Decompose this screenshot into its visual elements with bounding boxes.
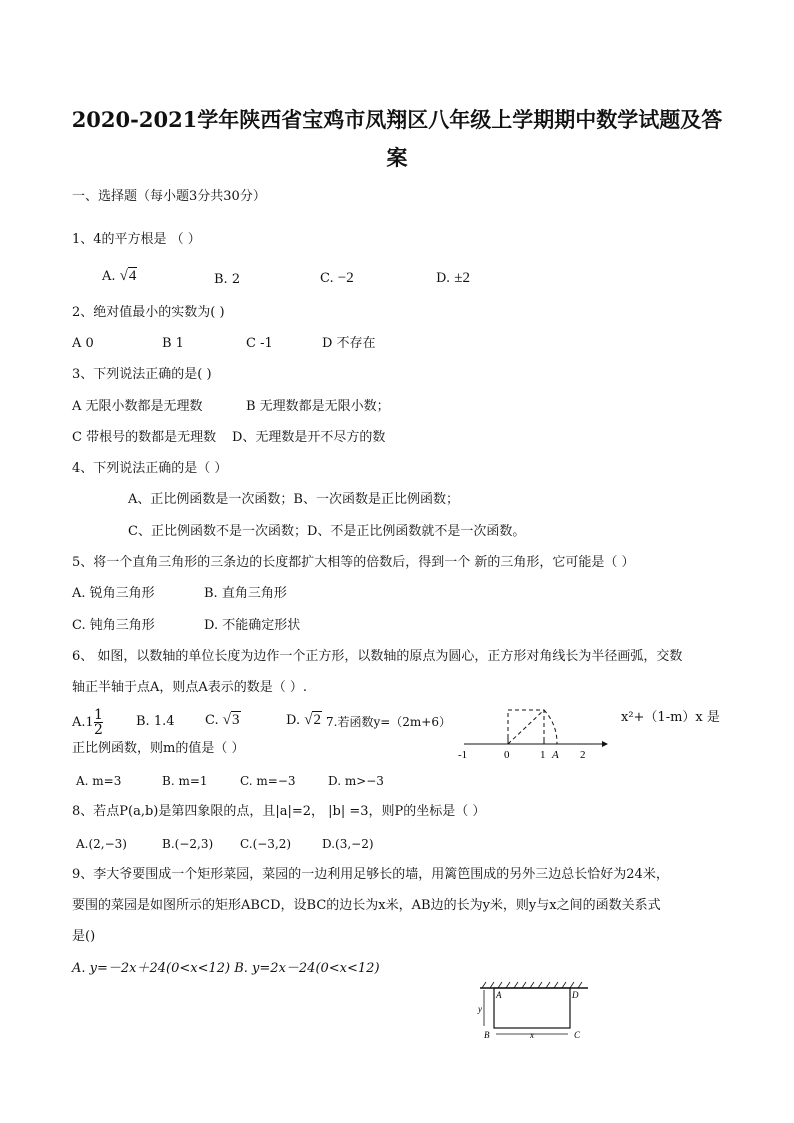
q2-option-b: B 1	[162, 336, 184, 351]
q1-option-c: C. −2	[320, 270, 354, 286]
q4-options-line1: A、正比例函数是一次函数；B、一次函数是正比例函数；	[128, 492, 459, 507]
doc-title-line1: 2020-2021学年陕西省宝鸡市凤翔区八年级上学期期中数学试题及答	[71, 107, 723, 132]
q1-option-a: A. √4	[102, 268, 137, 284]
q3-option-b: B 无理数都是无限小数；	[246, 399, 390, 414]
q7-stem-start: 7.若函数y=（2m+6）	[326, 715, 451, 729]
q4-stem: 4、下列说法正确的是（ ）	[72, 461, 228, 476]
q1-option-d: D. ±2	[436, 270, 470, 286]
q8-stem: 8、若点P(a,b)是第四象限的点，且|a|=2， |b| =3，则P的坐标是（ ）	[72, 804, 486, 819]
q9-line3: 是()	[72, 929, 96, 944]
q2-option-a: A 0	[72, 336, 94, 351]
label-1: 1	[540, 749, 546, 761]
section-heading: 一、选择题（每小题3分共30分）	[72, 189, 266, 204]
q7-stem-continued: x²+（1-m）x 是	[621, 710, 720, 725]
q8-option-c: C.(−3,2)	[240, 837, 292, 851]
q2-option-c: C -1	[246, 336, 273, 351]
q3-option-d: D、无理数是开不尽方的数	[232, 430, 386, 445]
label-d: D	[572, 990, 579, 1000]
q8-option-a: A.(2,−3)	[76, 837, 127, 851]
axis-arrow	[602, 741, 608, 747]
q7-stem-line2: 正比例函数，则m的值是（ ）	[72, 741, 245, 756]
q6-option-d: D. √2	[286, 712, 321, 728]
q5-option-d: D. 不能确定形状	[204, 618, 301, 633]
q6-line1: 6、 如图，以数轴的单位长度为边作一个正方形，以数轴的原点为圆心，正方形对角线长为半径画弧，交数	[72, 649, 683, 664]
square-diagonal	[508, 710, 544, 744]
label-c: C	[574, 1030, 581, 1040]
doc-title-line2: 案	[386, 145, 408, 170]
number-line-figure	[460, 704, 610, 762]
q7-option-b: B. m=1	[162, 774, 208, 788]
rectangle-abcd	[494, 988, 570, 1028]
q7-option-a: A. m=3	[76, 774, 122, 788]
q9-options: A. y=－2x＋24(0<x<12) B. y=2x－24(0<x<12)	[72, 961, 380, 976]
q9-line1: 9、李大爷要围成一个矩形菜园，菜园的一边利用足够长的墙，用篱笆围成的另外三边总长恰好为24米，	[72, 867, 669, 882]
q6-option-c: C. √3	[205, 712, 240, 728]
q1-stem: 1、4的平方根是 （ ）	[72, 232, 201, 247]
q2-stem: 2、绝对值最小的实数为( )	[72, 305, 225, 320]
q8-option-b: B.(−2,3)	[162, 837, 214, 851]
arc	[544, 710, 557, 744]
q3-option-c: C 带根号的数都是无理数	[72, 430, 217, 445]
q8-option-d: D.(3,−2)	[322, 837, 374, 851]
label-b: B	[484, 1030, 490, 1040]
q4-options-line2: C、正比例函数不是一次函数；D、不是正比例函数就不是一次函数。	[128, 524, 526, 539]
garden-figure	[476, 982, 596, 1044]
q5-stem: 5、将一个直角三角形的三条边的长度都扩大相等的倍数后，得到一个 新的三角形，它可能是（ ）	[72, 555, 635, 570]
q6-option-a: A.1 $\frac{1}{2}$	[72, 707, 103, 738]
q5-option-c: C. 钝角三角形	[72, 618, 155, 633]
label-x: x	[530, 1030, 534, 1040]
q3-option-a: A 无限小数都是无理数	[72, 399, 203, 414]
label-2: 2	[580, 749, 586, 761]
q5-option-a: A. 锐角三角形	[72, 586, 155, 601]
q3-stem: 3、下列说法正确的是( )	[72, 367, 212, 382]
q1-option-b: B. 2	[214, 272, 241, 287]
q6-option-b: B. 1.4	[136, 714, 175, 729]
label-a: A	[496, 990, 502, 1000]
q9-line2: 要围的菜园是如图所示的矩形ABCD，设BC的边长为x米，AB边的长为y米，则y与x之间的函数关系式	[72, 898, 661, 913]
q7-option-d: D. m>−3	[328, 774, 384, 788]
wall-hatch	[482, 982, 582, 988]
label-y: y	[478, 1004, 482, 1014]
label-a: A	[552, 749, 559, 761]
label-neg1: -1	[458, 749, 468, 761]
label-0: 0	[504, 749, 510, 761]
q6-line2: 轴正半轴于点A，则点A表示的数是（ ）.	[72, 680, 308, 695]
q2-option-d: D 不存在	[322, 336, 376, 351]
q5-option-b: B. 直角三角形	[204, 586, 287, 601]
q7-option-c: C. m=−3	[240, 774, 296, 788]
